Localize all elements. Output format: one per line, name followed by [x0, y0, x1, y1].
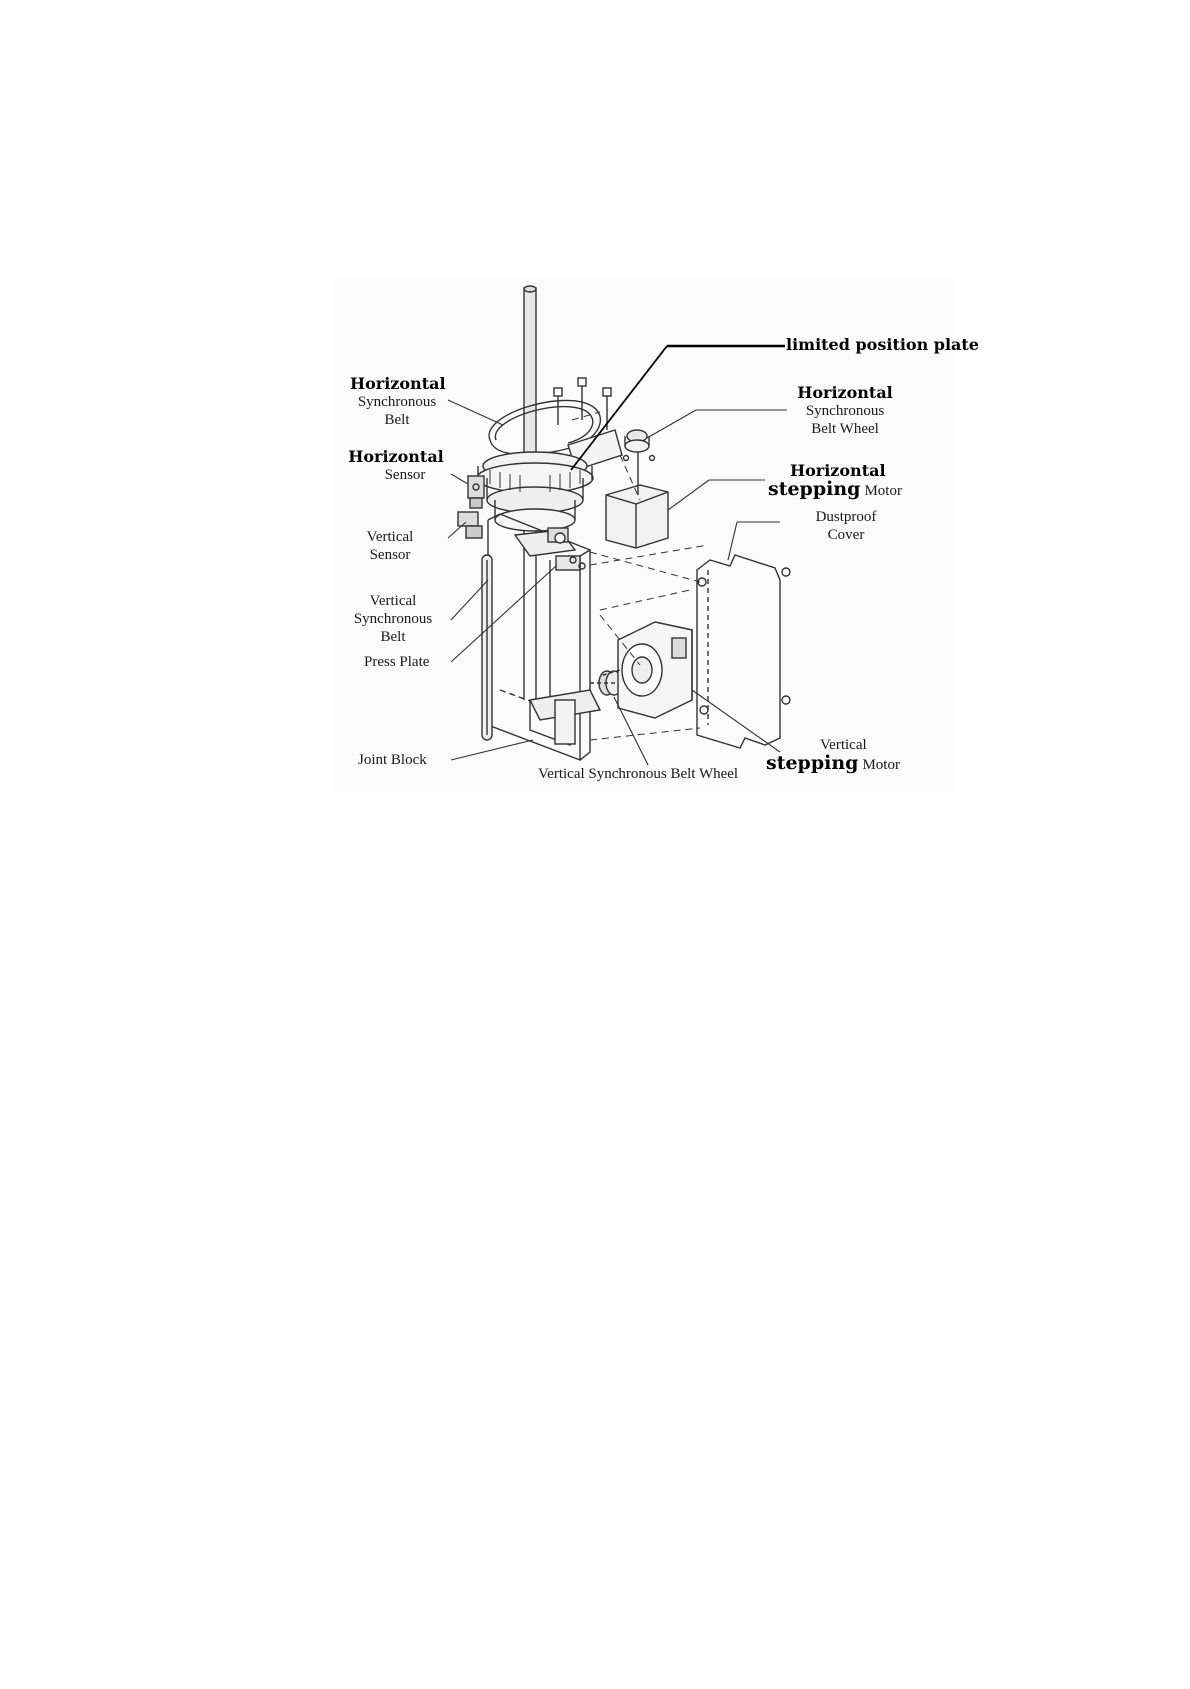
label-horizontal-sensor	[344, 448, 448, 484]
label-v-sensor-line1: Vertical	[366, 529, 414, 545]
label-h-motor-motor: Motor	[864, 483, 902, 499]
label-dustproof-cover	[810, 508, 882, 544]
label-h-sync-belt-line1: Horizontal	[350, 374, 446, 393]
label-vertical-sensor	[360, 528, 420, 564]
label-h-motor-stepping: stepping	[768, 478, 861, 500]
dustproof-cover-part	[697, 555, 790, 748]
label-v-motor-line1: Vertical	[820, 737, 867, 753]
label-v-sync-belt-line1: Vertical	[369, 593, 417, 609]
label-v-motor-line2-wrap	[766, 752, 900, 774]
label-vertical-synchronous-belt	[348, 592, 438, 646]
label-h-motor-line2-wrap	[768, 478, 902, 500]
label-h-sync-belt-line2: Synchronous	[357, 394, 437, 410]
label-v-motor-motor: Motor	[862, 757, 900, 773]
press-plate-part	[556, 556, 585, 570]
label-h-belt-wheel-line3: Belt Wheel	[811, 421, 879, 437]
label-h-motor-line1: Horizontal	[790, 461, 886, 480]
label-vertical-stepping-motor	[766, 736, 900, 774]
label-joint-block: Joint Block	[358, 752, 427, 768]
label-h-belt-wheel-line1: Horizontal	[797, 383, 893, 402]
label-h-sync-belt-line3: Belt	[384, 412, 410, 428]
horizontal-sensor-part	[468, 476, 484, 508]
label-v-sensor-line2: Sensor	[369, 547, 411, 563]
label-dustproof-line1: Dustproof	[815, 509, 877, 525]
label-v-sync-belt-line3: Belt	[380, 629, 406, 645]
label-horizontal-synchronous-belt	[350, 375, 444, 429]
label-v-motor-stepping: stepping	[766, 752, 859, 774]
label-h-sensor-line1: Horizontal	[348, 447, 444, 466]
label-h-belt-wheel-line2: Synchronous	[805, 403, 885, 419]
label-horizontal-synchronous-belt-wheel	[795, 384, 895, 438]
label-v-sync-belt-line2: Synchronous	[353, 611, 433, 627]
label-dustproof-line2: Cover	[827, 527, 865, 543]
label-press-plate: Press Plate	[364, 654, 430, 670]
label-vertical-synchronous-belt-wheel: Vertical Synchronous Belt Wheel	[538, 766, 739, 782]
label-limited-position-plate: limited position plate	[786, 335, 979, 354]
label-horizontal-stepping-motor	[768, 461, 902, 500]
label-h-sensor-line2: Sensor	[384, 467, 426, 483]
